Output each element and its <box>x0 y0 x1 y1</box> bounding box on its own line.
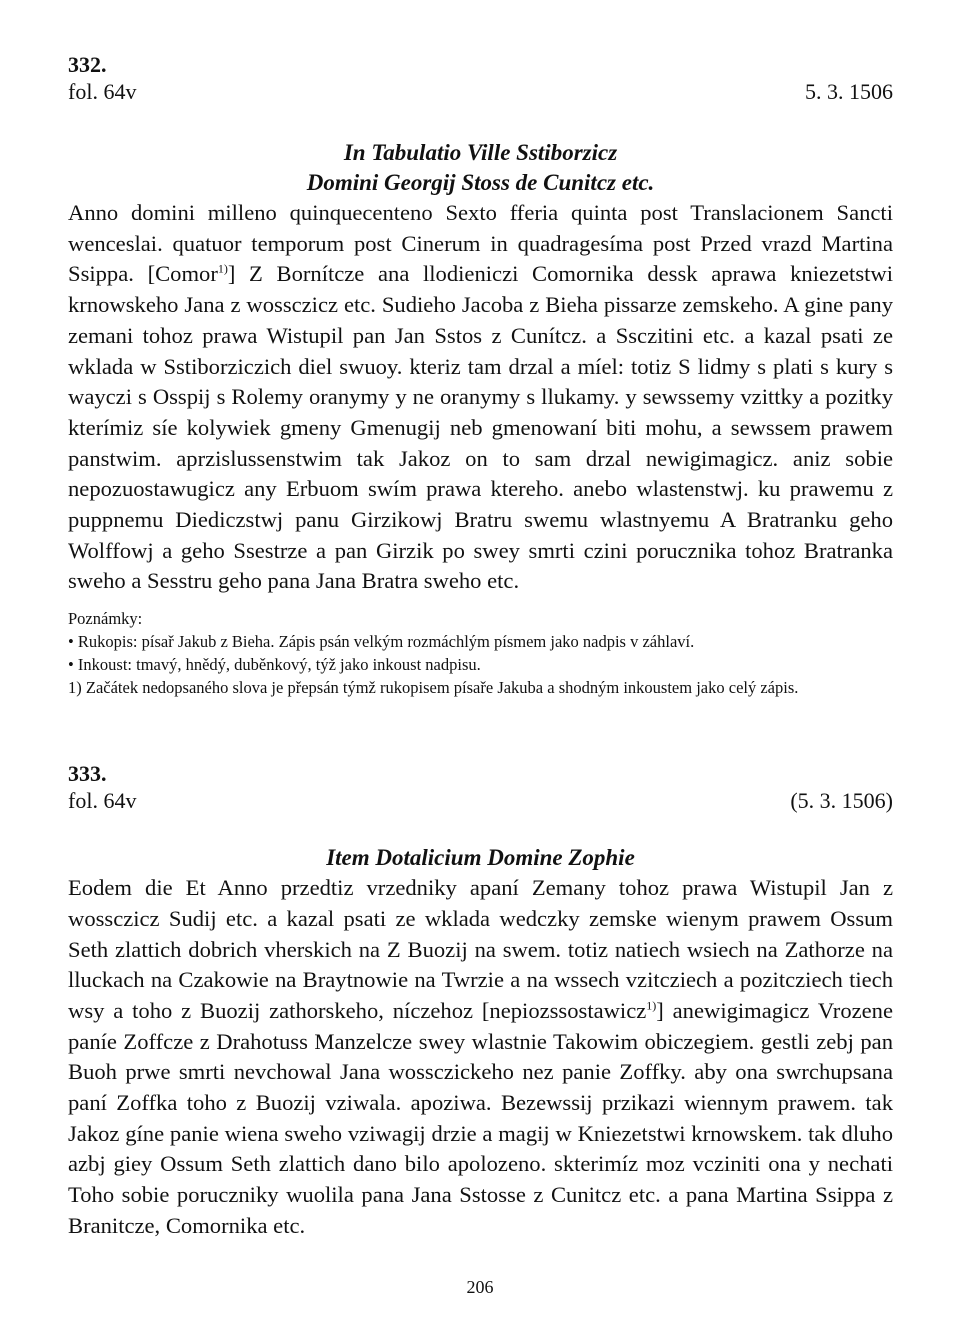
note-item: 1) Začátek nedopsaného slova je přepsán týmž rukopisem písaře Jakuba a shodným inkoustem jako celý zápis. <box>68 678 799 698</box>
entry-title-line-2: Domini Georgij Stoss de Cunitcz etc. <box>306 170 655 195</box>
folio-row <box>68 787 893 815</box>
footnote-marker: 1) <box>217 261 228 276</box>
entry-number: 332. <box>68 52 107 77</box>
entry-number: 333. <box>68 761 107 787</box>
body-text: ] Z Bornítcze ana llodieniczi Comornika dessk aprawa kniezetstwi krnowskeho Jana z wossczicz etc. Sudieho Jacoba z Bieha pissarze zemskeho. A gine pany zemani tohoz prawa Wistupil pan Jan Sstos z Cunítcz. a Ssczitini etc. a kazal psati ze wklada w Sstiborziczich diel swuoy. kteriz tam drzal a míel: totiz S lidmy s plati s kury s wayczi s Osspij s Rolemy oranymy y ne oranymy s llukamy. y sewssemy vzittky a pozitky kterímiz síe kolywiek gmeny Gmenugij neb gmenowaní biti mohu, a sewssem prawem panstwim. aprzislussenstwim tak Jakoz on to sam drzal newigimagicz. aniz sobie nepozuostawugicz any Erbuom swím prawa ktereho. anebo wlastenstwj. ku prawemu z puppnemu Diediczstwj panu Girzikowj Bratru swemu wlastnyemu A Bratranku geho Wolffowj a geho Ssestrze a pan Girzik po swey smrti czini porucznika tohoz Bratranka sweho a Sesstru geho pana Jana Bratra sweho etc. <box>68 261 893 594</box>
entry-333 <box>68 761 893 1241</box>
notes-block <box>68 607 893 699</box>
note-item: • Rukopis: písař Jakub z Bieha. Zápis psán velkým rozmáchlým písmem jako nadpis v záhlaví. <box>68 632 695 652</box>
entry-date: 5. 3. 1506 <box>805 79 893 104</box>
entry-332 <box>68 52 893 699</box>
entry-date: (5. 3. 1506) <box>790 788 893 814</box>
entry-body <box>68 873 893 1241</box>
footnote-marker: 1) <box>646 998 657 1013</box>
folio-label: fol. 64v <box>68 788 137 814</box>
body-text: Anno domini milleno quinquecenteno Sexto fferia quinta post Translacionem Sancti wenceslai. quatuor temporum post Cinerum in quadragesíma post Przed vrazd Martina Ssippa. [Comor <box>68 200 893 287</box>
note-item: • Inkoust: tmavý, hnědý, duběnkový, týž jako inkoust nadpisu. <box>68 655 481 675</box>
notes-heading: Poznámky: <box>68 609 143 629</box>
folio-label: fol. 64v <box>68 79 137 104</box>
document-page <box>68 52 893 1242</box>
page-number: 206 <box>466 1277 494 1297</box>
body-text: ] anewigimagicz Vrozene paníe Zoffcze z Drahotuss Manzelcze swey wlastnie Takowim obiczegiem. gestli zebj pan Buoh prwe smrti nevchowal Jana wossczickeho nez panie Zoffky. aby ona swrchupsana paní Zoffka toho z Buozij vziwala. apoziwa. Bezewssij przikazi wiennym prawem. tak Jakoz gíne panie wiena sweho vziwagij drzie a magij w Kniezetstwi krnowskem. tak dluho azbj giey Ossum Seth zlattich dano bilo apolozeno. skterimíz moz vcziniti ona y nechati Toho sobie poruczniky wuolila pana Jana Sstosse z Cunitcz etc. a pana Martina Ssippa z Branitcze, Comornika etc. <box>68 997 894 1238</box>
folio-row <box>68 78 893 106</box>
entry-title-line-1: Item Dotalicium Domine Zophie <box>326 845 635 871</box>
entry-title-line-1: In Tabulatio Ville Sstiborzicz <box>343 140 618 165</box>
entry-body <box>68 198 893 597</box>
body-text: Eodem die Et Anno przedtiz vrzedniky apaní Zemany tohoz prawa Wistupil Jan z wossczicz Sudij etc. a kazal psati ze wklada wedczky zemske wienym prawem Ossum Seth zlattich dobrich vherskich na Z Buozij na swem. totiz natiech wsiech na Zathorze na lluckach na Czakowie na Braytnowie na Twrzie a na wssech vzitcziech a pozitcziech tiech wsy a toho z Buozij zathorskeho, níczehoz [nepiozssostawicz <box>68 875 893 1023</box>
